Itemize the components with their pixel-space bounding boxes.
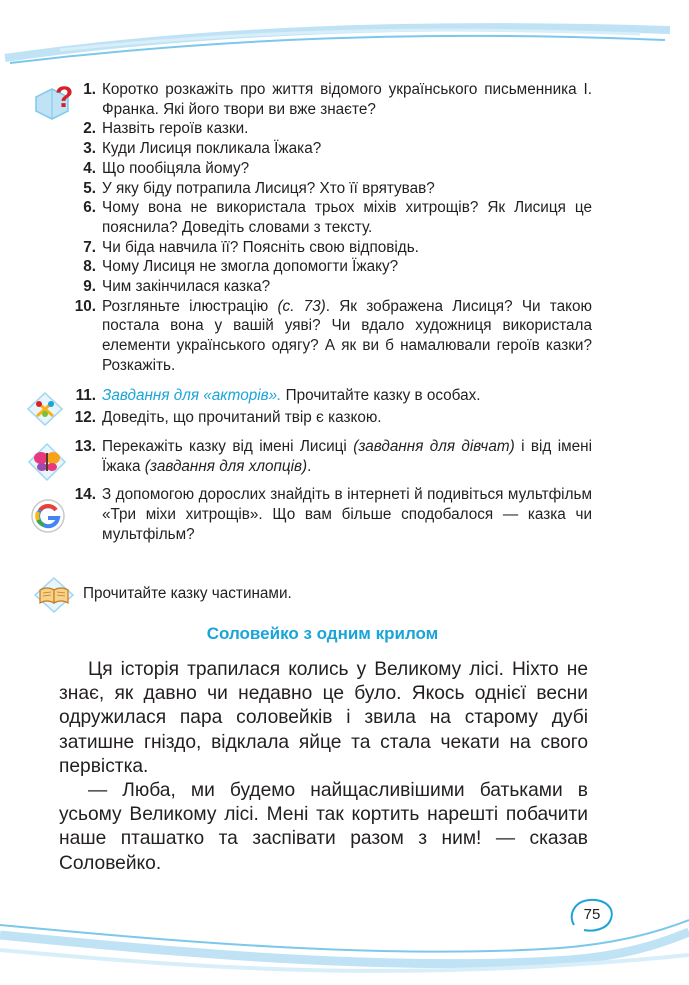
top-page-swoosh	[0, 0, 689, 85]
question-text: Чи біда навчила її? Поясніть свою відповідь.	[102, 238, 419, 256]
question-text: Назвіть героїв казки.	[102, 120, 249, 138]
question-number: 9.	[83, 278, 96, 296]
question-number: 1.	[83, 81, 96, 98]
question-text: Що пообіцяла йому?	[102, 159, 250, 177]
question-number: 13.	[74, 437, 96, 455]
question-number: 6.	[83, 199, 96, 217]
question-text: Коротко розкажіть про життя відомого українського письменника І. Франка. Які його твори ви вже знаєте?	[102, 81, 592, 118]
question-3	[64, 139, 592, 159]
story-text	[59, 658, 588, 876]
question-number: 8.	[83, 258, 96, 276]
question-text: Доведіть, що прочитаний твір є казкою.	[102, 409, 382, 427]
question-number: 2.	[83, 120, 96, 138]
question-7	[64, 238, 592, 258]
question-2	[64, 119, 592, 139]
question-number: 5.	[83, 179, 96, 197]
question-1	[64, 80, 592, 119]
question-text: Куди Лисиця покликала Їжака?	[102, 140, 322, 158]
question-number: 3.	[83, 140, 96, 158]
page-reference: (с. 73)	[277, 297, 326, 315]
question-text: Розгляньте ілюстрацію (с. 73). Як зображена Лисиця? Чи такою постала вона у вашій уяві? Чи вдало художниця використала елементи українського одягу? А як ви б намалювали героїв казки? Розкажіть.	[102, 297, 592, 374]
butterfly-icon	[27, 442, 67, 482]
question-text: Перекажіть казку від імені Лисиці (завдання для дівчат) і від імені Їжака (завдання для хлопців).	[102, 437, 592, 475]
page-number: 75	[583, 906, 601, 923]
question-text: Завдання для «акторів». Прочитайте казку в особах.	[102, 386, 481, 404]
actors-task-label: Завдання для «акторів».	[102, 386, 282, 404]
question-text: Чому вона не використала трьох міхів хитрощів? Як Лисиця це пояснила? Доведіть словами з тексту.	[102, 199, 592, 236]
question-13	[64, 437, 592, 476]
girls-task-note: (завдання для дівчат)	[353, 437, 515, 455]
question-9	[64, 277, 592, 297]
question-number: 12.	[74, 409, 96, 427]
question-10	[64, 297, 592, 376]
question-14	[64, 485, 592, 544]
question-text: З допомогою дорослих знайдіть в інтернеті й подивіться мультфільм «Три міхи хитрощів». Що вам більше сподобалося — казка чи мультфільм?	[102, 486, 592, 543]
story-paragraph: — Люба, ми будемо найщасливішими батьками в усьому Великому лісі. Мені так кортить нарешті побачити наше пташатко та заспівати разом з ним! — сказав Соловейко.	[59, 780, 588, 874]
question-number: 10.	[74, 297, 96, 315]
boys-task-note: (завдання для хлопців)	[144, 457, 308, 475]
question-8	[64, 257, 592, 277]
question-text: Чому Лисиця не змогла допомогти Їжаку?	[102, 258, 399, 276]
question-12	[64, 408, 592, 428]
open-book-icon	[33, 576, 75, 614]
question-4	[64, 159, 592, 179]
internet-search-icon	[30, 498, 66, 534]
actors-icon	[27, 392, 63, 426]
question-11	[64, 386, 592, 406]
story-title: Соловейко з одним крилом	[206, 624, 439, 643]
questions-list	[64, 80, 592, 544]
question-number: 4.	[83, 159, 96, 177]
question-text: У яку біду потрапила Лисиця? Хто її врятував?	[102, 179, 435, 197]
question-number: 7.	[83, 238, 96, 256]
story-paragraph: Ця історія трапилася колись у Великому лісі. Ніхто не знає, як давно чи недавно це було. Якось однієї весни одружилася пара соловейків і звила на старому дубі затишне гніздо, відклала яйце та стала чекати на свого первістка.	[59, 659, 588, 777]
svg-text:?: ?	[55, 81, 74, 114]
read-instruction: Прочитайте казку частинами.	[83, 585, 292, 602]
question-text: Чим закінчилася казка?	[102, 278, 271, 296]
question-5	[64, 179, 592, 199]
question-number: 14.	[74, 486, 96, 504]
question-6	[64, 198, 592, 237]
question-number: 11.	[75, 386, 96, 404]
